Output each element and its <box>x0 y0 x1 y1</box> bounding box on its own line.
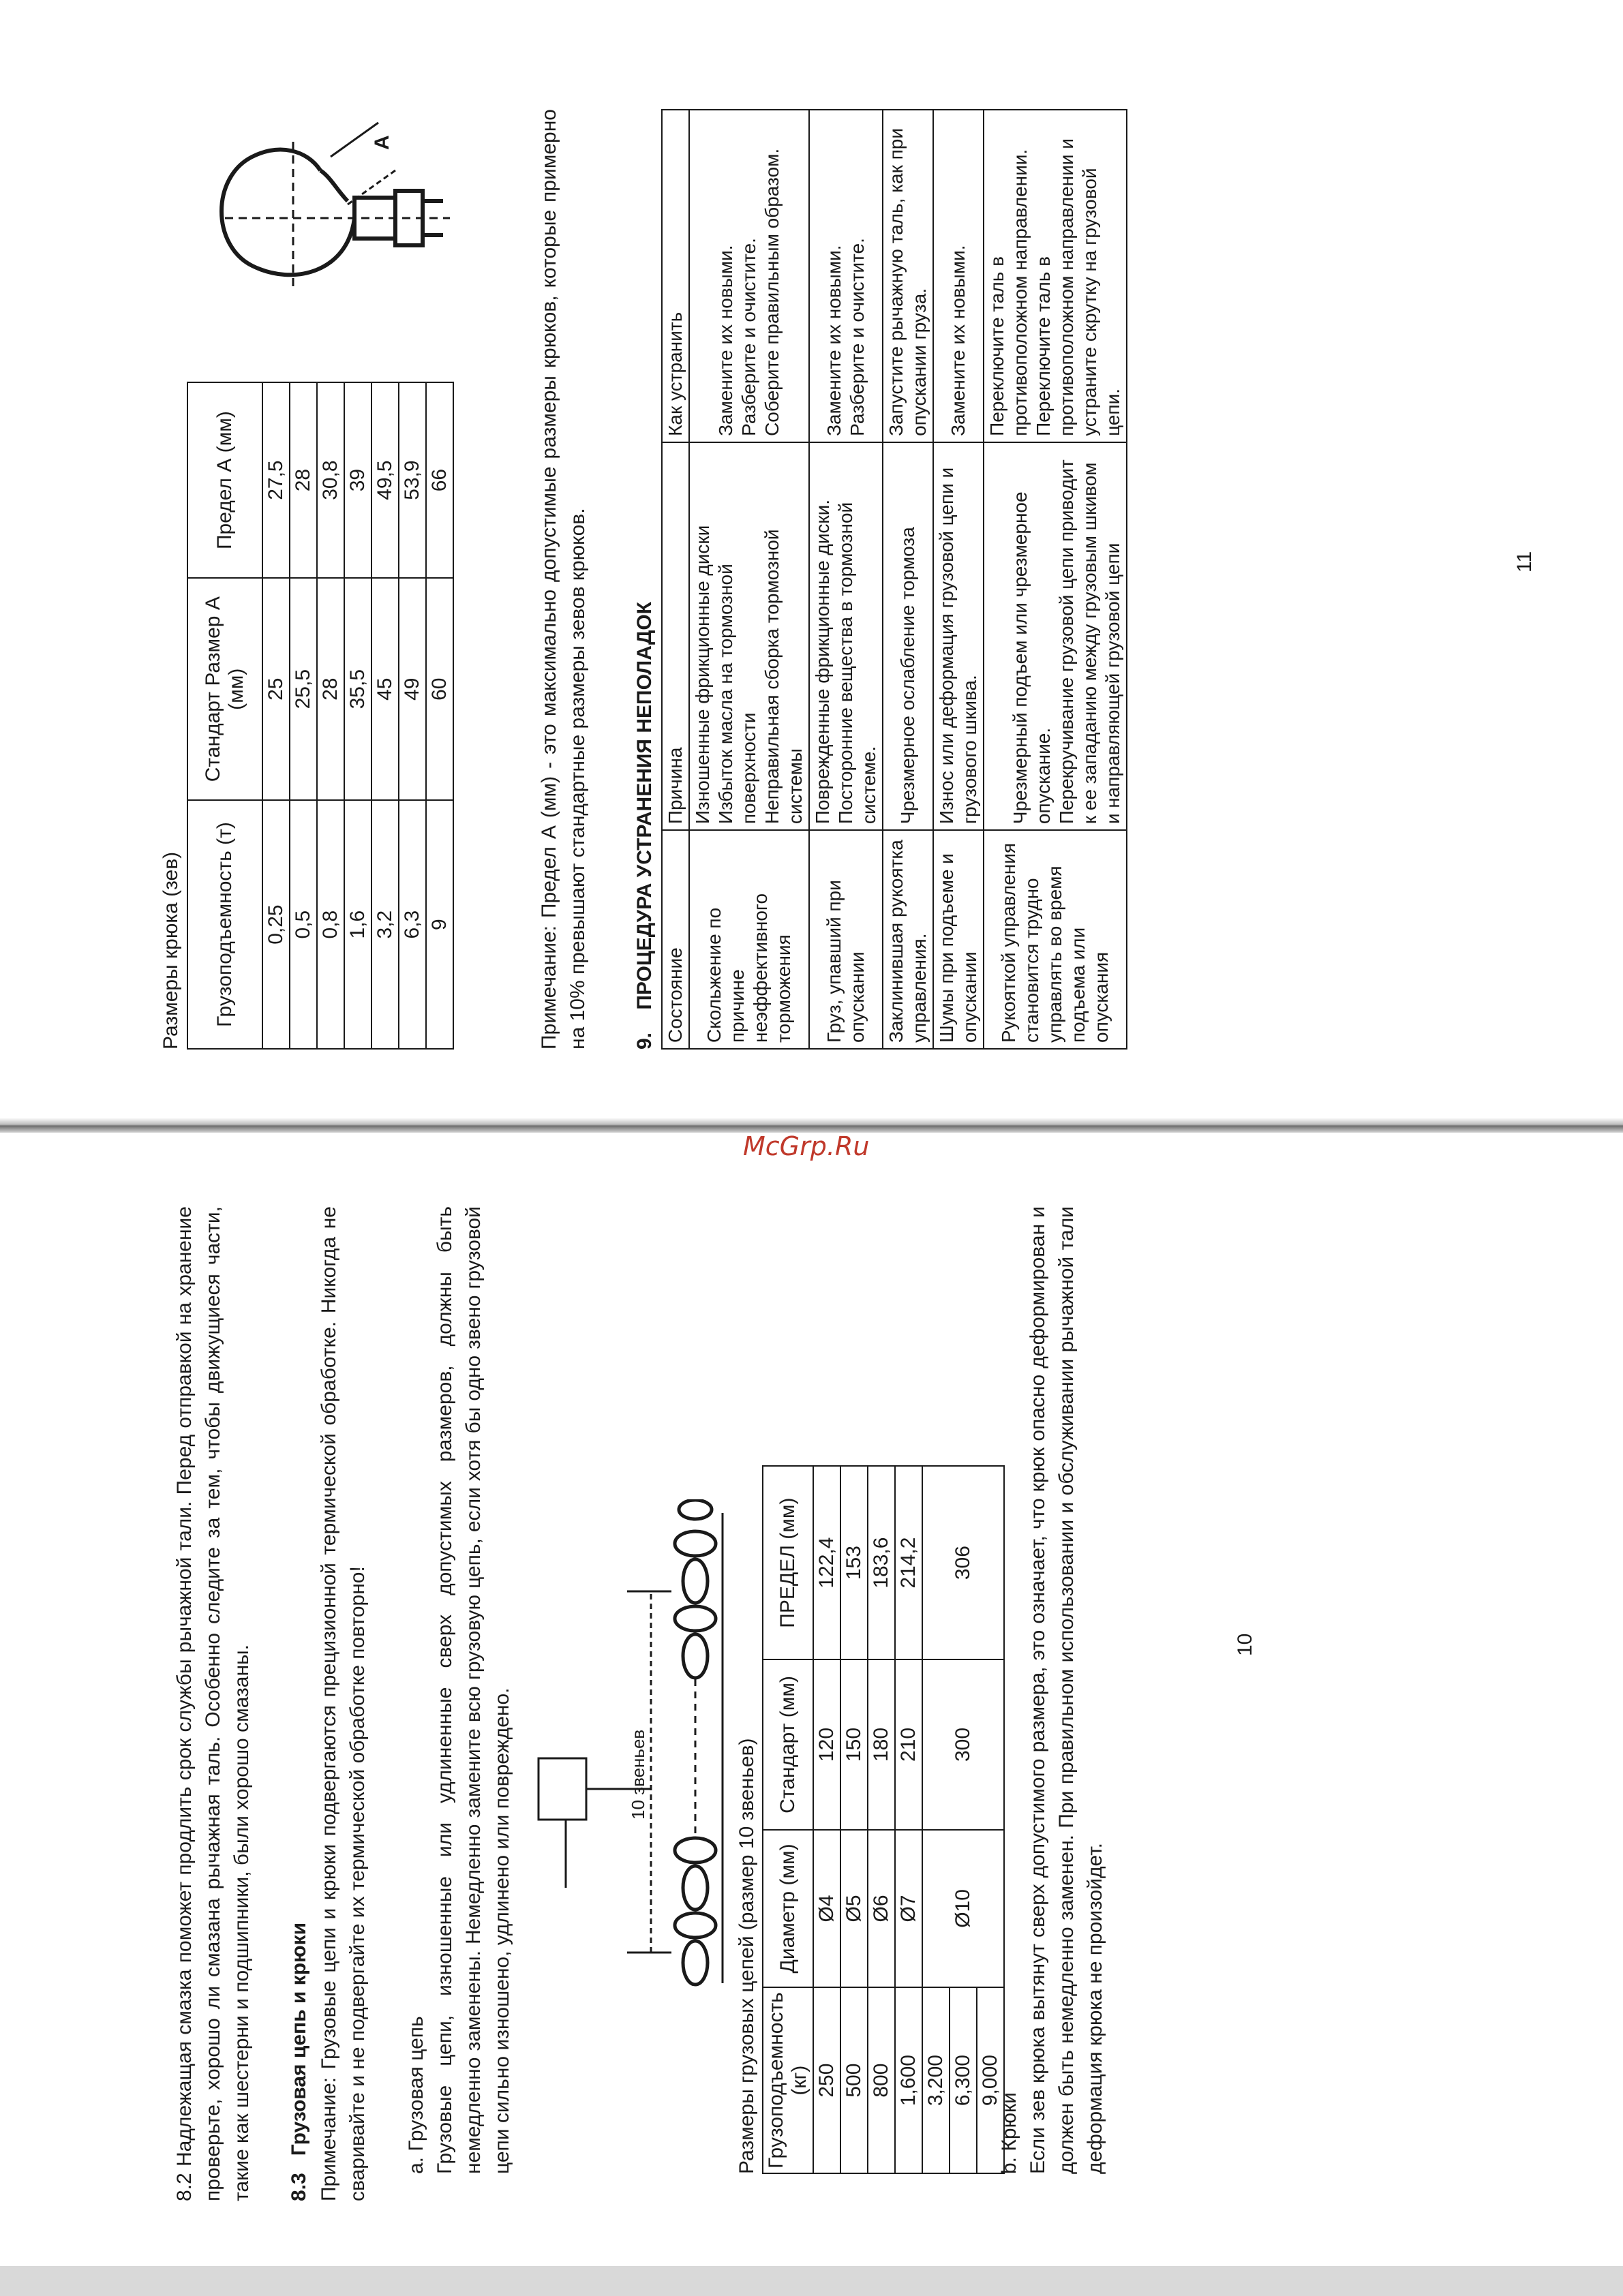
table-header-row <box>187 382 262 1049</box>
table-row: 6,3 49 53,9 <box>399 382 426 1049</box>
hooks-subheading: b. Крюки <box>998 2092 1020 2174</box>
page-number-11: 11 <box>1513 551 1536 572</box>
table-row: 3,200 Ø10 300 306 <box>922 1466 950 2173</box>
table-row: 6,300 <box>950 1466 977 2173</box>
hooks-paragraph: Если зев крюка вытянут сверх допустимого размера, это означает, что крюк опасно деформирован и должен быть немедленно заменен. При правильном использовании и обслуживании рычажной тали деформация крюка не произойдет. <box>1027 1206 1106 2174</box>
table-header-row <box>662 110 689 1049</box>
section-8-3-note: Примечание: Грузовые цепи и крюки подвергаются прецизионной термической обработке. Никогда не сваривайте и не подвергайте их термической обработке повторно! <box>318 1206 369 2201</box>
chain-diagram <box>525 1499 729 1990</box>
table-row: 500 Ø5 150 153 <box>840 1466 868 2173</box>
section-8-3-number: 8.3 <box>288 2173 310 2201</box>
chain-paragraph: Грузовые цепи, изношенные или удлиненные сверх допустимых размеров, должны быть немедленно заменены. Немедленно замените всю грузовую цепь, если хотя бы одно звено грузовой цепи сильно изношено, удлинено или повреждено. <box>434 1206 513 2174</box>
section-9-heading <box>631 602 659 1050</box>
troubleshooting-table <box>661 109 1127 1050</box>
page-11 <box>157 95 1536 1050</box>
section-9-number: 9. <box>633 1032 656 1050</box>
page-10 <box>170 1206 1295 2201</box>
col-standard: Стандарт Размер А (мм) <box>187 578 262 800</box>
table-row: Скольжение по причине неэффективного торможения Изношенные фрикционные диски Избыток масла на тормозной поверхности Неправильная сборка тормозной системы Замените их новыми. Разберите и очистите. Соберите правильным образом. <box>689 110 809 1049</box>
table-row: Шумы при подъеме и опускании Износ или деформация грузовой цепи и грузового шкива. Замените их новыми. <box>933 110 984 1049</box>
table-row: 250 Ø4 120 122,4 <box>813 1466 840 2173</box>
section-8-3-title: Грузовая цепь и крюки <box>288 1922 310 2156</box>
section-9-title: ПРОЦЕДУРА УСТРАНЕНИЯ НЕПОЛАДОК <box>633 602 656 1010</box>
col-cause: Причина <box>662 442 689 830</box>
page-number-10: 10 <box>1234 1633 1256 1656</box>
table-row: 0,5 25,5 28 <box>290 382 317 1049</box>
table-row: 9,000 <box>977 1466 1004 2173</box>
col-standard: Стандарт (мм) <box>763 1659 813 1829</box>
hook-size-table <box>187 382 454 1050</box>
table-row: 800 Ø6 180 183,6 <box>868 1466 895 2173</box>
table-row: Рукояткой управления становится трудно управлять во время подъема или опускания Чрезмерный подъем или чрезмерное опускание. Перекручивание грузовой цепи приводит к ее западанию между грузовым шкивом и направляющей грузовой цепи Переключите таль в противоположном направлении. Переключите таль в противоположном направлении и устраните скрутку на грузовой цепи. <box>984 110 1127 1049</box>
col-diameter: Диаметр (мм) <box>763 1830 813 1988</box>
hook-diagram <box>184 109 457 313</box>
table-row: 1,600 Ø7 210 214,2 <box>895 1466 922 2173</box>
chain-table-caption: Размеры грузовых цепей (размер 10 звеньев) <box>735 1738 758 2174</box>
col-fix: Как устранить <box>662 110 689 442</box>
hook-dimension-label: A <box>371 135 393 150</box>
table-row: Груз, упавший при опускании Поврежденные фрикционные диски. Посторонние вещества в тормозной системе. Замените их новыми. Разберите и очистите. <box>809 110 883 1049</box>
chain-size-table <box>762 1465 1005 2174</box>
table-row: 9 60 66 <box>426 382 453 1049</box>
col-capacity: Грузоподъемность (т) <box>187 800 262 1049</box>
table-row: 3,2 45 49,5 <box>371 382 399 1049</box>
watermark: McGrp.Ru <box>743 1131 870 1161</box>
table-row: 0,8 28 30,8 <box>317 382 344 1049</box>
col-capacity: Грузоподъемность (кг) <box>763 1987 813 2173</box>
chain-subheading: a. Грузовая цепь <box>405 2016 427 2174</box>
chain-diagram-label: 10 звеньев <box>628 1729 648 1820</box>
table-header-row <box>763 1466 813 2173</box>
page-fold-line <box>0 1118 1623 1133</box>
section-8-2-text: 8.2 Надлежащая смазка поможет продлить срок службы рычажной тали. Перед отправкой на хранение проверьте, хорошо ли смазана рычажная таль. Особенно следите за тем, чтобы движущиеся части, такие как шестерни и подшипники, были хорошо смазаны. <box>173 1206 253 2201</box>
table-row: Заклинившая рукоятка управления. Чрезмерное ослабление тормоза Запустите рычажную таль, как при опускании груза. <box>883 110 933 1049</box>
table-row: 0,25 25 27,5 <box>262 382 290 1049</box>
table-row: 1,6 35,5 39 <box>344 382 371 1049</box>
col-state: Состояние <box>662 830 689 1049</box>
section-8-3-heading <box>285 1206 314 2201</box>
scan-border <box>0 2266 1623 2296</box>
section-8-2-paragraph <box>170 1206 256 2201</box>
col-limit: Предел А (мм) <box>187 382 262 578</box>
hook-note: Примечание: Предел А (мм) - это максимально допустимые размеры крюков, которые примерно на 10% превышают стандартные размеры зевов крюков. <box>538 109 589 1050</box>
col-limit: ПРЕДЕЛ (мм) <box>763 1466 813 1659</box>
hook-table-caption: Размеры крюка (зев) <box>160 851 182 1050</box>
